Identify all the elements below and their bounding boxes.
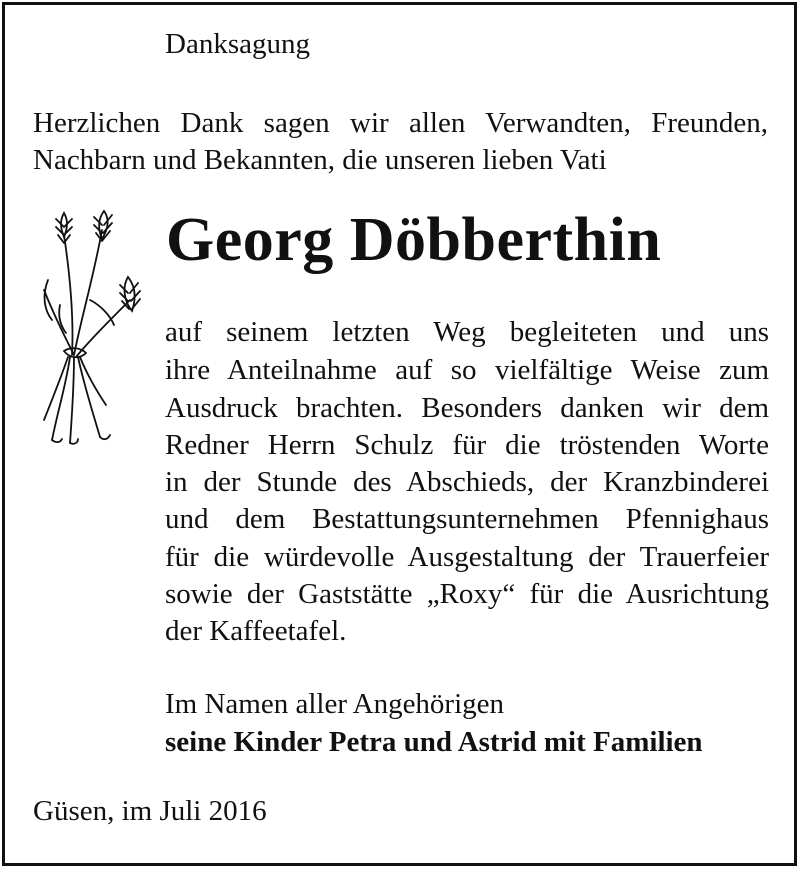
signature: seine Kinder Petra und Astrid mit Familien xyxy=(165,726,703,758)
body-line-1: auf seinem letzten Weg begleiteten und uns xyxy=(165,316,769,348)
body-line-9: der Kaffeetafel. xyxy=(165,615,347,647)
body-line-6: und dem Bestattungsunternehmen Pfennighaus xyxy=(165,503,769,535)
notice-heading: Danksagung xyxy=(165,28,310,60)
deceased-name: Georg Döbberthin xyxy=(166,206,662,274)
intro-line-1: Herzlichen Dank sagen wir allen Verwandten, Freunden, xyxy=(33,107,768,139)
body-line-2: ihre Anteilnahme auf so vielfältige Weise zum xyxy=(165,354,769,386)
intro-line-2: Nachbarn und Bekannten, die unseren lieben Vati xyxy=(33,144,607,176)
closing-text: Im Namen aller Angehörigen xyxy=(165,688,505,720)
body-line-5: in der Stunde des Abschieds, der Kranzbinderei xyxy=(165,466,769,498)
body-line-3: Ausdruck brachten. Besonders danken wir dem xyxy=(165,392,769,424)
wheat-bundle-icon xyxy=(30,205,155,450)
body-line-4: Redner Herrn Schulz für die tröstenden Worte xyxy=(165,429,769,461)
place-date: Güsen, im Juli 2016 xyxy=(33,795,267,827)
body-line-7: für die würdevolle Ausgestaltung der Trauerfeier xyxy=(165,541,769,573)
body-line-8: sowie der Gaststätte „Roxy“ für die Ausrichtung xyxy=(165,578,769,610)
